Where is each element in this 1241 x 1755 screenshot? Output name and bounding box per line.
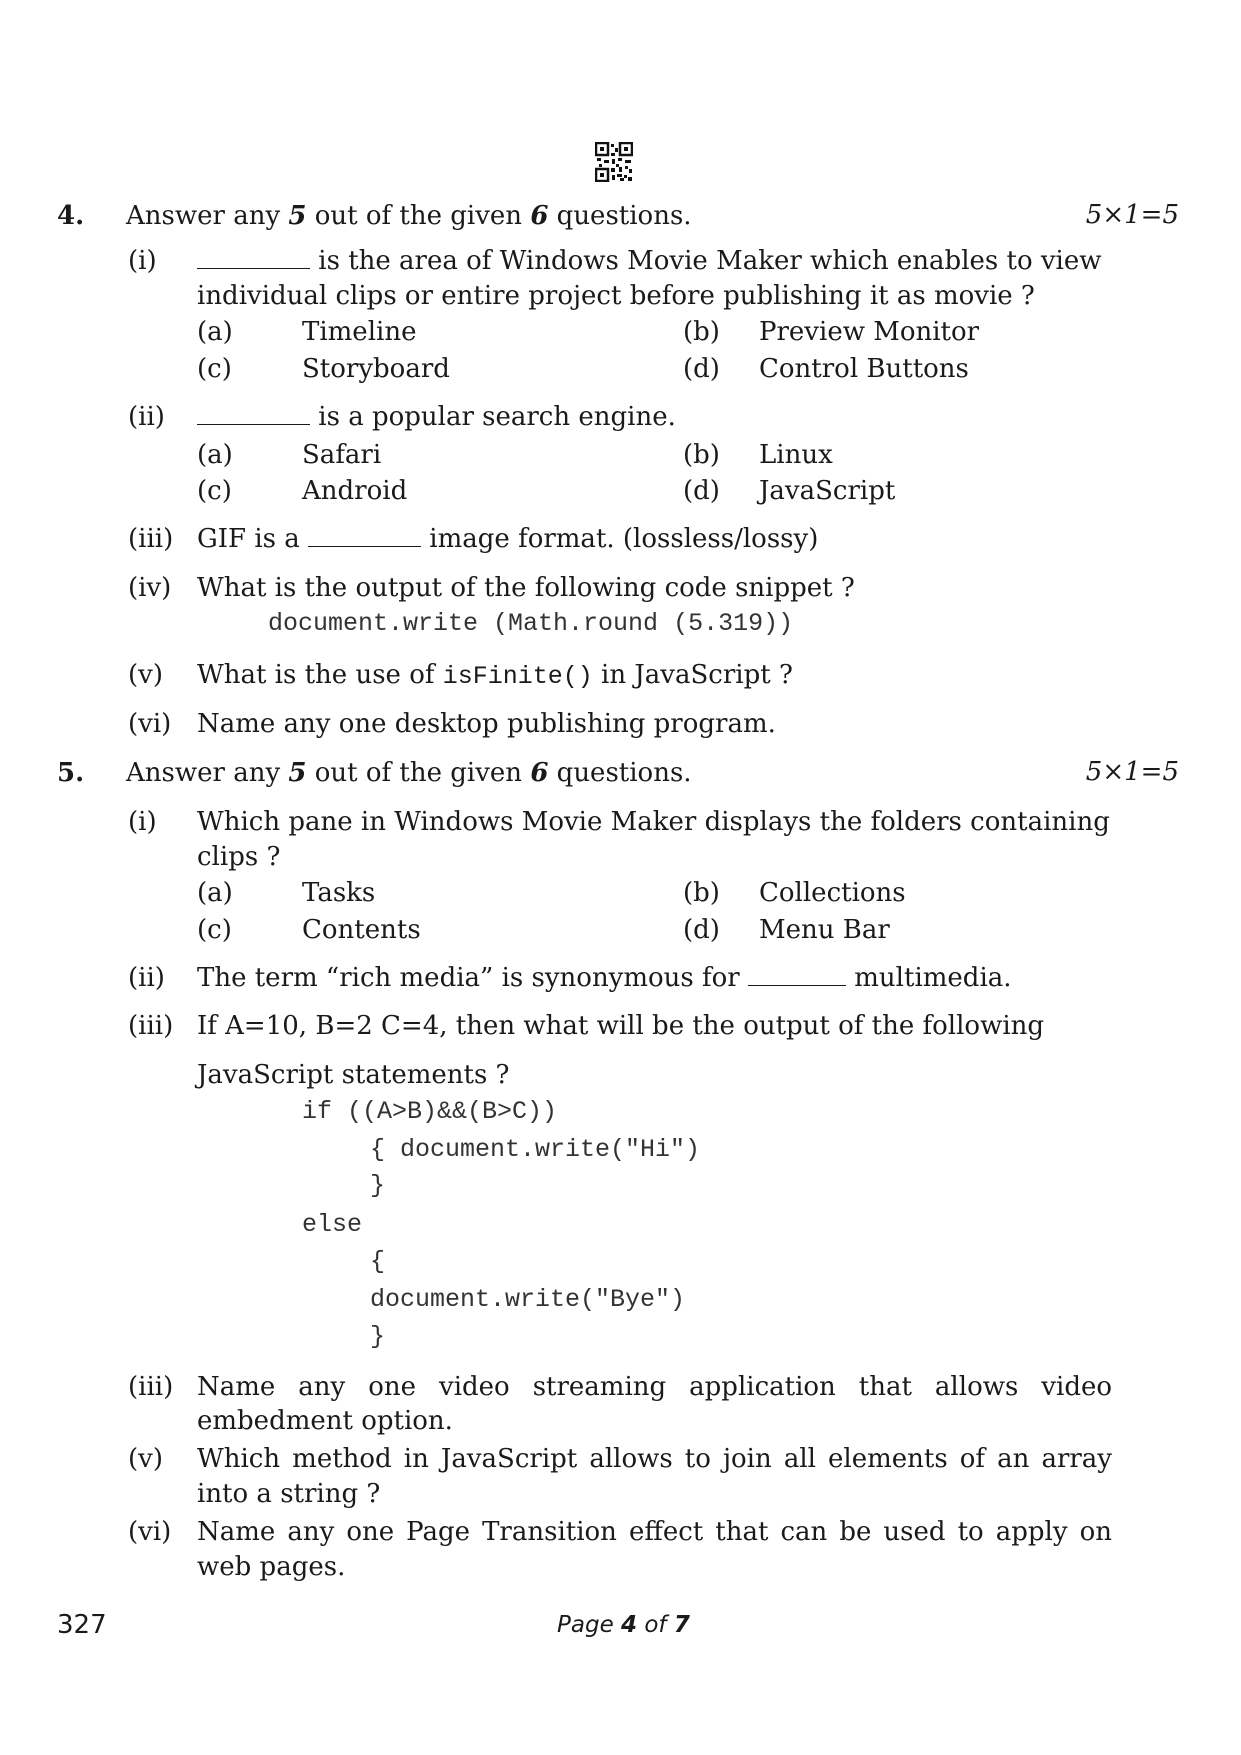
q4-item-label: (vi) xyxy=(128,709,172,739)
option-label: (a) xyxy=(197,317,233,347)
q5-ii-text: The term “rich media” is synonymous for multimedia. xyxy=(197,963,1012,993)
option-label: (d) xyxy=(683,354,720,384)
question-4-number: 4. xyxy=(57,201,85,231)
option-label: (d) xyxy=(683,915,720,945)
q5-i-line1: Which pane in Windows Movie Maker displays the folders containing xyxy=(197,807,1110,837)
q5-item-label: (ii) xyxy=(128,963,165,993)
code-line: else xyxy=(302,1210,363,1239)
code-line: if ((A>B)&&(B>C)) xyxy=(302,1097,558,1126)
q5-vi-line1: Name any one Page Transition effect that can be used to apply on xyxy=(197,1517,1112,1547)
question-5-number: 5. xyxy=(57,758,85,788)
q5-item-label: (i) xyxy=(128,807,157,837)
q5-item-label: (vi) xyxy=(128,1517,172,1547)
qr-code-icon xyxy=(595,142,633,182)
code-line: } xyxy=(370,1322,386,1351)
option-text: Android xyxy=(302,476,408,506)
question-5-marks: 5×1=5 xyxy=(1085,757,1179,787)
q5-iii-line1: If A=10, B=2 C=4, then what will be the output of the following xyxy=(197,1011,1045,1041)
option-text: JavaScript xyxy=(759,476,896,506)
option-text: Contents xyxy=(302,915,421,945)
option-label: (b) xyxy=(683,317,720,347)
option-label: (b) xyxy=(683,440,720,470)
q5-item-label: (v) xyxy=(128,1444,163,1474)
option-label: (b) xyxy=(683,878,720,908)
option-text: Collections xyxy=(759,878,906,908)
question-4-marks: 5×1=5 xyxy=(1085,200,1179,230)
option-text: Menu Bar xyxy=(759,915,890,945)
code-snippet: document.write (Math.round (5.319)) xyxy=(268,609,794,638)
q5-i-line2: clips ? xyxy=(197,842,281,872)
option-text: Safari xyxy=(302,440,382,470)
q4-item-label: (iv) xyxy=(128,573,172,603)
page-number: Page 4 of 7 xyxy=(557,1612,690,1638)
option-label: (c) xyxy=(197,915,232,945)
option-text: Control Buttons xyxy=(759,354,969,384)
q4-vi-text: Name any one desktop publishing program. xyxy=(197,709,776,739)
question-4-instruction: Answer any 5 out of the given 6 questions. xyxy=(126,201,692,231)
option-text: Storyboard xyxy=(302,354,450,384)
q4-ii-text: is a popular search engine. xyxy=(197,401,676,433)
q4-item-label: (v) xyxy=(128,660,163,690)
option-text: Linux xyxy=(759,440,833,470)
option-text: Tasks xyxy=(302,878,376,908)
q5-vi-line2: web pages. xyxy=(197,1552,346,1582)
q4-v-text: What is the use of isFinite() in JavaScript ? xyxy=(197,660,793,691)
q5-iii-b-line1: Name any one video streaming application that allows video xyxy=(197,1372,1112,1402)
option-label: (d) xyxy=(683,476,720,506)
code-line: { document.write("Hi") xyxy=(370,1135,701,1164)
option-label: (c) xyxy=(197,354,232,384)
option-text: Timeline xyxy=(302,317,417,347)
question-5-instruction: Answer any 5 out of the given 6 questions. xyxy=(126,758,692,788)
q4-i-line1: is the area of Windows Movie Maker which enables to view xyxy=(197,245,1102,277)
paper-code: 327 xyxy=(57,1610,107,1640)
code-line: document.write("Bye") xyxy=(370,1285,686,1314)
option-label: (a) xyxy=(197,440,233,470)
q5-iii-b-line2: embedment option. xyxy=(197,1406,453,1436)
answer-blank xyxy=(197,402,310,425)
q5-iii-line2: JavaScript statements ? xyxy=(197,1060,510,1090)
code-line: { xyxy=(370,1247,386,1276)
q5-item-label: (iii) xyxy=(128,1372,174,1402)
q5-v-line1: Which method in JavaScript allows to join all elements of an array xyxy=(197,1444,1112,1474)
code-line: } xyxy=(370,1171,386,1200)
q4-iv-text: What is the output of the following code snippet ? xyxy=(197,573,855,603)
option-label: (c) xyxy=(197,476,232,506)
q4-item-label: (iii) xyxy=(128,524,174,554)
answer-blank xyxy=(308,524,421,547)
q4-iii-text: GIF is a image format. (lossless/lossy) xyxy=(197,524,819,554)
q5-item-label: (iii) xyxy=(128,1011,174,1041)
answer-blank xyxy=(197,246,310,269)
q5-v-line2: into a string ? xyxy=(197,1479,381,1509)
option-label: (a) xyxy=(197,878,233,908)
q4-item-label: (ii) xyxy=(128,402,165,432)
option-text: Preview Monitor xyxy=(759,317,980,347)
answer-blank xyxy=(748,963,846,986)
q4-i-line2: individual clips or entire project before publishing it as movie ? xyxy=(197,281,1035,311)
q4-item-label: (i) xyxy=(128,246,157,276)
